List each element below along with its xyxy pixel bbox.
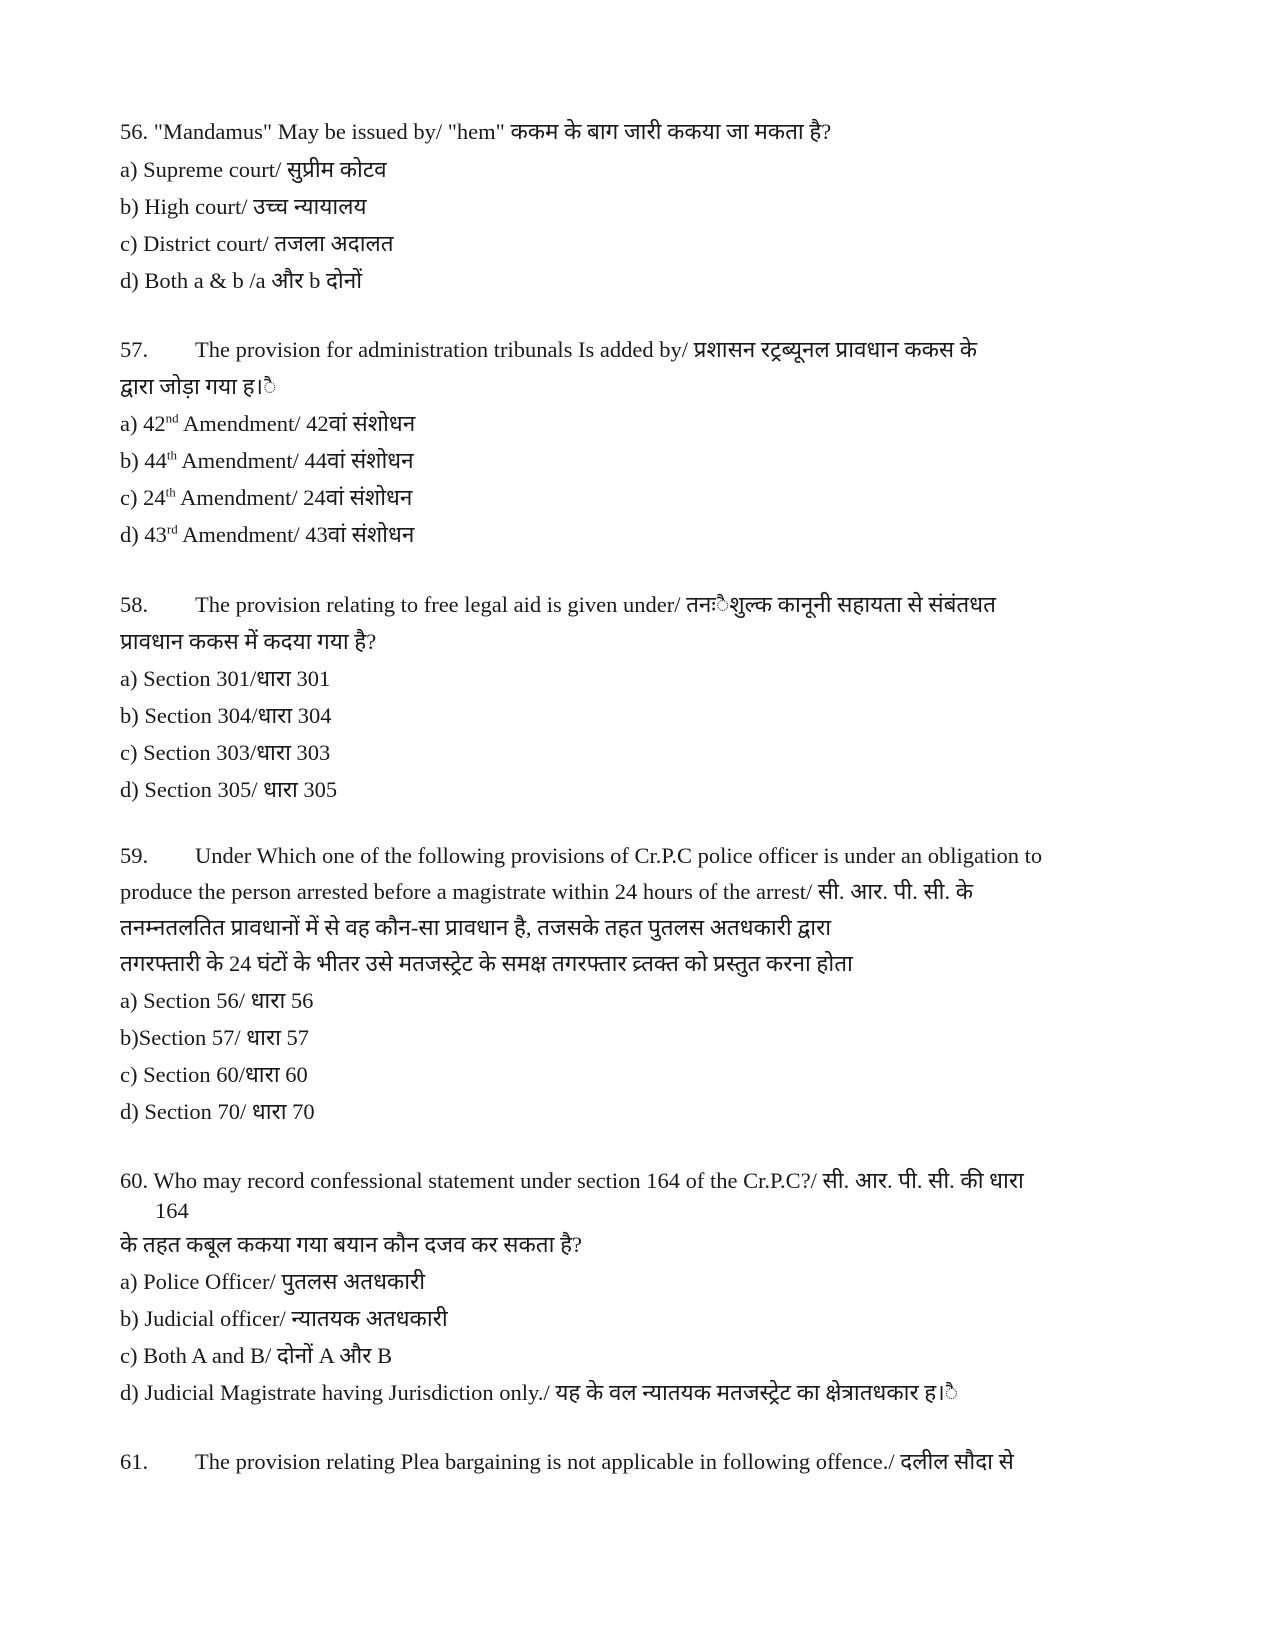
q57-option-b-prefix: b) 44 [120,448,167,473]
q57-option-d [120,521,414,549]
q59-question-line-2: produce the person arrested before a magistrate within 24 hours of the arrest/ सी. आर. पी. सी. के [120,879,974,904]
q58-option-b: b) Section 304/धारा 304 [120,703,332,728]
q58-option-c: c) Section 303/धारा 303 [120,740,331,765]
q57-option-a-text: Amendment/ 42वां संशोधन [178,411,416,436]
q59-option-c: c) Section 60/धारा 60 [120,1062,308,1087]
q57-option-a-suffix: nd [165,410,179,426]
q57-option-a [120,410,415,438]
q57-option-b-text: Amendment/ 44वां संशोधन [177,448,414,473]
q58-number: 58. [120,592,149,617]
q56-question: 56. "Mandamus" May be issued by/ "hem" ककम के बाग जारी ककया जा मकता है? [120,119,832,144]
q58-question-line-2: प्रावधान ककस में कदया गया है? [120,629,377,654]
q60-question-line-2: 164 [155,1198,189,1223]
q57-question-line-1 [120,336,977,364]
q59-question-text: Under Which one of the following provisions of Cr.P.C police officer is under an obligation to [195,843,1043,868]
q57-option-d-suffix: rd [166,521,178,537]
q57-option-c-text: Amendment/ 24वां संशोधन [175,485,413,510]
q57-option-c [120,484,412,512]
q60-question-line-3: के तहत कबूल ककया गया बयान कौन दजव कर सकता है? [120,1232,583,1257]
q56-option-b: b) High court/ उच्च न्यायालय [120,194,367,219]
q58-question-text: The provision relating to free legal aid is given under/ तनःैशुल्क कानूनी सहायता से संबंतधत [195,592,996,617]
q59-number: 59. [120,843,149,868]
q60-question-line-1: 60. Who may record confessional statement under section 164 of the Cr.P.C?/ सी. आर. पी. सी. की धारा [120,1168,1024,1193]
q57-question-text: The provision for administration tribunals Is added by/ प्रशासन रट्रब्यूनल प्रावधान ककस के [195,337,978,362]
q60-option-c: c) Both A and B/ दोनों A और B [120,1343,393,1368]
q61-number: 61. [120,1449,149,1474]
q61-question-text: The provision relating Plea bargaining is not applicable in following offence./ दलील सौदा से [195,1449,1014,1474]
q57-option-c-suffix: th [165,484,176,500]
q58-option-a: a) Section 301/धारा 301 [120,666,331,691]
q56-option-c: c) District court/ तजला अदालत [120,231,394,256]
q60-option-d: d) Judicial Magistrate having Jurisdiction only./ यह के वल न्यातयक मतजस्ट्रेट का क्षेत्रातधकार ह।ै [120,1380,959,1405]
q57-option-c-prefix: c) 24 [120,485,166,510]
q58-question-line-1 [120,591,996,619]
q59-option-a: a) Section 56/ धारा 56 [120,988,314,1013]
q57-option-d-prefix: d) 43 [120,522,167,547]
q60-option-a: a) Police Officer/ पुतलस अतधकारी [120,1269,426,1294]
q61-question-line-1 [120,1448,1014,1476]
q57-option-b-suffix: th [166,447,177,463]
q59-option-b: b)Section 57/ धारा 57 [120,1025,310,1050]
q57-option-d-text: Amendment/ 43वां संशोधन [177,522,415,547]
q58-option-d: d) Section 305/ धारा 305 [120,777,338,802]
q59-option-d: d) Section 70/ धारा 70 [120,1099,315,1124]
q57-number: 57. [120,337,149,362]
q59-question-line-3: तनम्नतलतित प्रावधानों में से वह कौन-सा प्रावधान है, तजसके तहत पुतलस अतधकारी द्वारा [120,915,832,940]
q59-question-line-1 [120,842,1042,870]
q60-option-b: b) Judicial officer/ न्यातयक अतधकारी [120,1306,448,1331]
q56-option-a: a) Supreme court/ सुप्रीम कोटव [120,157,387,182]
q56-option-d: d) Both a & b /a और b दोनों [120,268,363,293]
q57-question-line-2: द्वारा जोड़ा गया ह।ै [120,374,277,399]
q59-question-line-4: तगरफ्तारी के 24 घंटों के भीतर उसे मतजस्ट्रेट के समक्ष तगरफ्तार व्र्तक्त को प्रस्तुत करना होता [120,951,853,976]
q57-option-b [120,447,414,475]
q57-option-a-prefix: a) 42 [120,411,166,436]
